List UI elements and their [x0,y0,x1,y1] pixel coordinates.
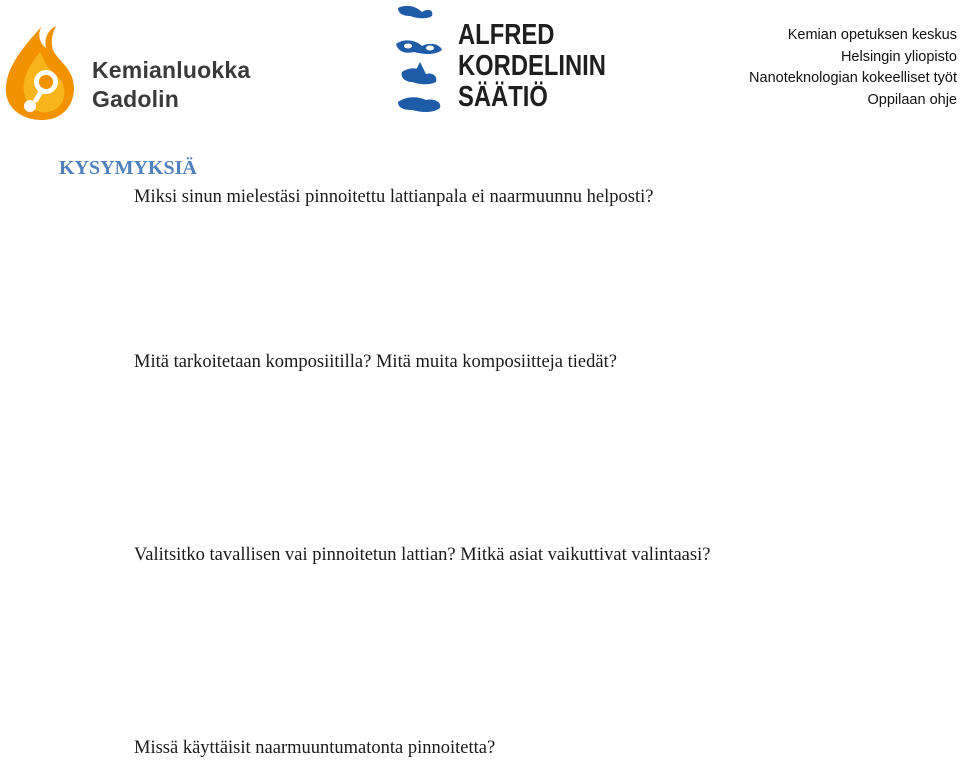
kordelin-line2: KORDELININ [458,50,606,82]
kordelin-line3: SÄÄTIÖ [458,81,548,113]
kordelin-line1: ALFRED [458,19,555,51]
gadolin-line1: Kemianluokka [92,57,251,83]
header-info-line3: Nanoteknologian kokeelliset työt [749,70,957,86]
gadolin-logo [0,22,260,122]
question-2: Mitä tarkoitetaan komposiitilla? Mitä muita komposiitteja tiedät? [134,352,617,372]
question-1: Miksi sinun mielestäsi pinnoitettu lattianpala ei naarmuunnu helposti? [134,187,654,207]
section-title: KYSYMYKSIÄ [59,157,197,179]
header-info-line1: Kemian opetuksen keskus [787,27,957,43]
gadolin-line2: Gadolin [92,86,180,112]
header-info [749,25,957,111]
kordelin-portrait-icon [392,0,452,124]
question-3: Valitsitko tavallisen vai pinnoitetun lattian? Mitkä asiat vaikuttivat valintaasi? [134,545,711,565]
question-4: Missä käyttäisit naarmuuntumatonta pinnoitetta? [134,738,496,758]
kordelin-logo [392,0,622,124]
header-info-line4: Oppilaan ohje [867,91,957,108]
gadolin-flame-icon [0,22,90,122]
header-info-line2: Helsingin yliopisto [840,48,957,65]
